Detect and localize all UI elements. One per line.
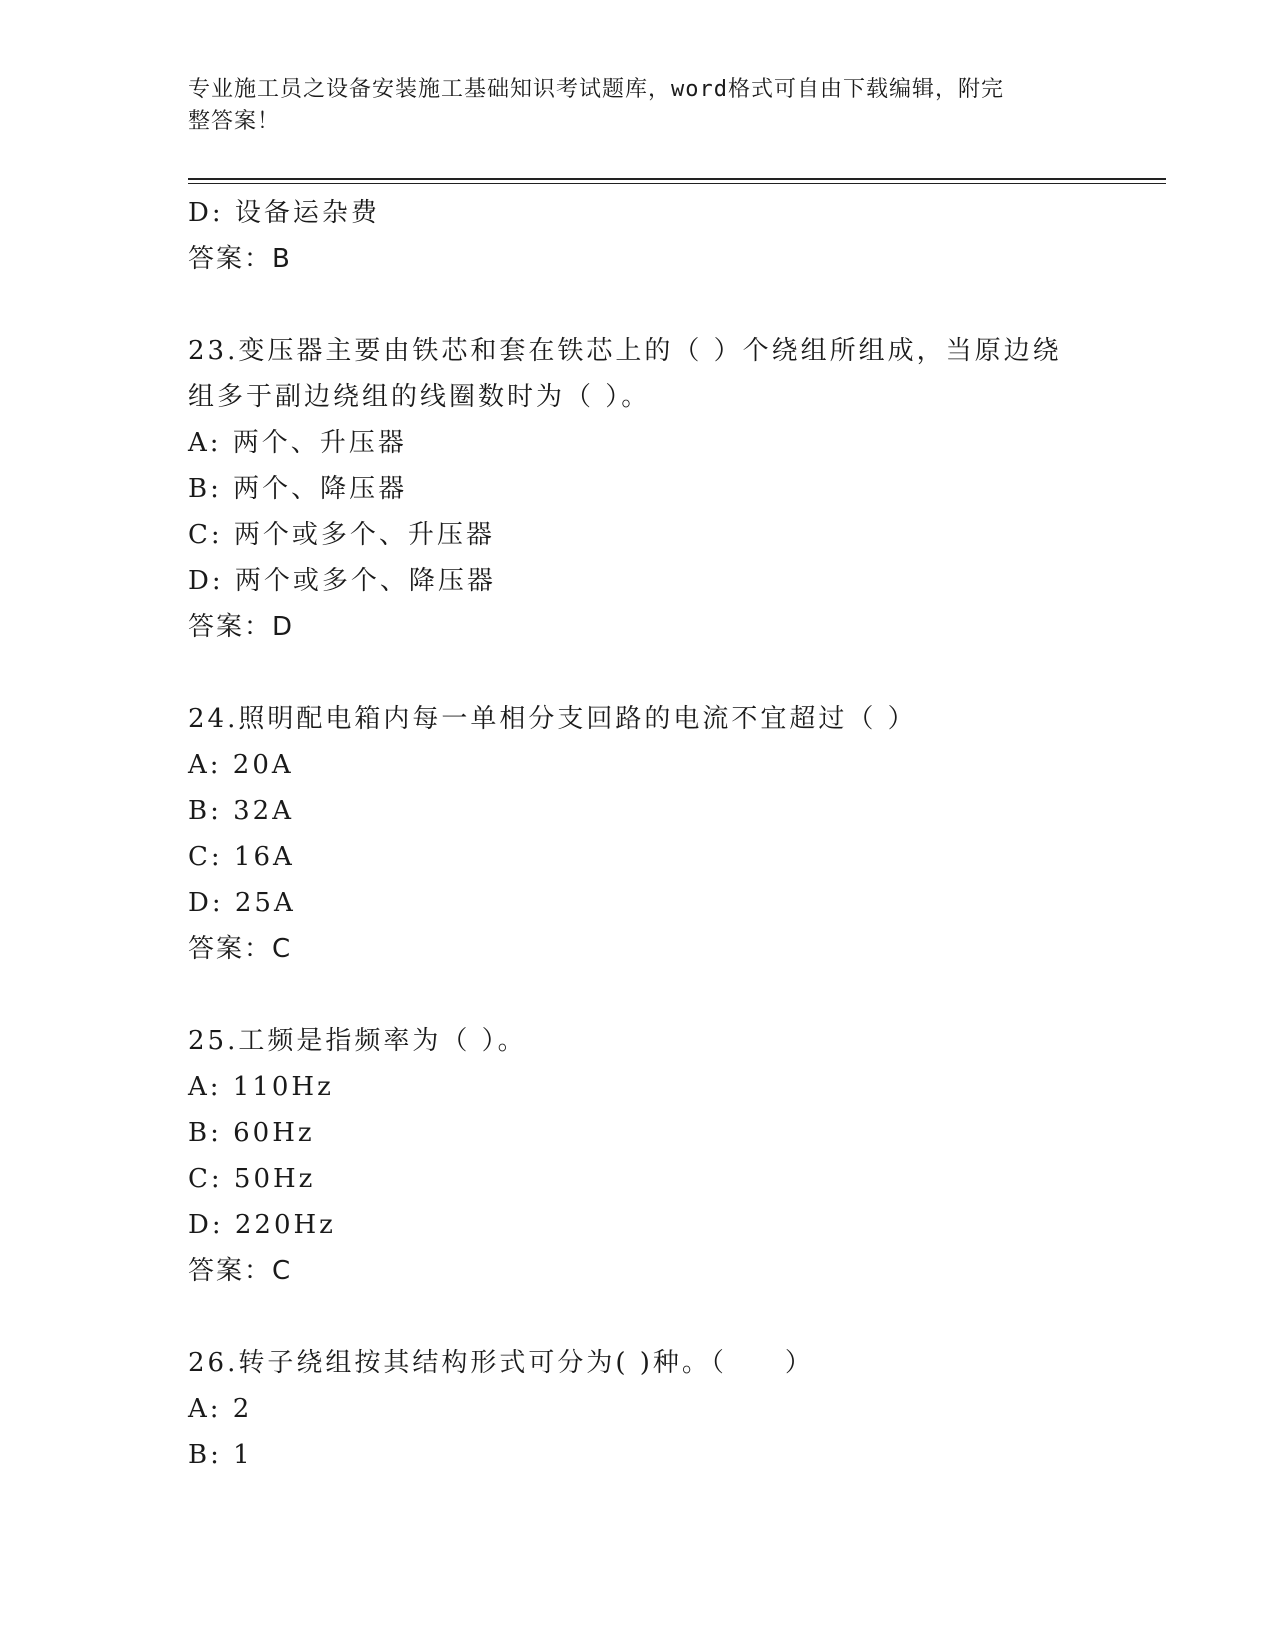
question-stem: 26.转子绕组按其结构形式可分为( )种。（ ） <box>188 1348 814 1378</box>
option-b: B: 两个、降压器 <box>188 474 408 504</box>
answer: 答案：D <box>188 612 295 642</box>
prev-option-d: D: 设备运杂费 <box>188 198 380 228</box>
question-23 <box>188 328 1088 650</box>
answer: 答案：C <box>188 1256 293 1286</box>
question-24 <box>188 696 1088 972</box>
option-d: D: 220Hz <box>188 1210 336 1240</box>
option-c: C: 16A <box>188 842 295 872</box>
header-divider-bottom <box>188 183 1166 184</box>
header-divider-top <box>188 178 1166 180</box>
option-c: C: 两个或多个、升压器 <box>188 520 495 550</box>
option-a: A: 20A <box>188 750 294 780</box>
header-line-1: 专业施工员之设备安装施工基础知识考试题库，word格式可自由下载编辑，附完 <box>188 77 1004 102</box>
question-stem: 23.变压器主要由铁芯和套在铁芯上的（ ）个绕组所组成，当原边绕 <box>188 336 1062 366</box>
option-a: A: 110Hz <box>188 1072 334 1102</box>
question-list <box>188 190 1088 1478</box>
option-c: C: 50Hz <box>188 1164 316 1194</box>
question-stem: 25.工频是指频率为（ ）。 <box>188 1026 527 1056</box>
option-a: A: 两个、升压器 <box>188 428 407 458</box>
prev-answer: 答案：B <box>188 244 292 274</box>
option-b: B: 60Hz <box>188 1118 315 1148</box>
option-b: B: 1 <box>188 1440 253 1470</box>
option-d: D: 两个或多个、降压器 <box>188 566 496 596</box>
option-b: B: 32A <box>188 796 294 826</box>
option-d: D: 25A <box>188 888 296 918</box>
question-25 <box>188 1018 1088 1294</box>
question-stem: 24.照明配电箱内每一单相分支回路的电流不宜超过（ ） <box>188 704 917 734</box>
question-26 <box>188 1340 1088 1478</box>
option-a: A: 2 <box>188 1394 253 1424</box>
document-header <box>188 74 1068 138</box>
header-line-2: 整答案！ <box>188 109 281 134</box>
answer: 答案：C <box>188 934 293 964</box>
question-stem-cont: 组多于副边绕组的线圈数时为（ ）。 <box>188 382 651 412</box>
